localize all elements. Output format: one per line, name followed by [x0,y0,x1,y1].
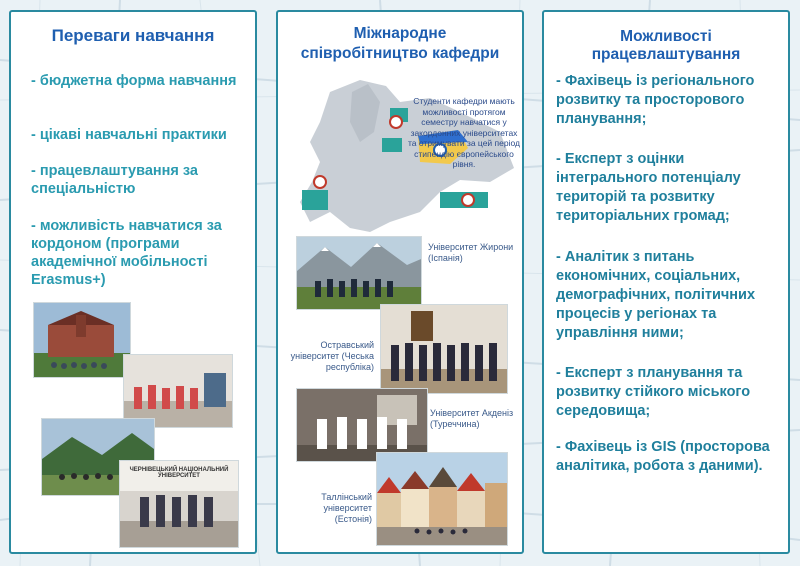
career-item: - Фахівець із регіонального розвитку та просторового планування; [556,73,755,127]
girona-caption: Університет Жирони (Іспанія) [428,242,514,263]
benefits-title: Переваги навчання [51,26,215,45]
akdeniz-caption: Університет Акденіз (Туреччина) [430,408,514,429]
students-practice-photo [123,354,233,428]
career-item: - Аналітик з питань економічних, соціальних, демографічних, політичних процесів у регіонах та управління ними; [556,249,756,341]
ostrava-caption: Остравський університет (Чеська республіка) [290,340,374,372]
benefits-panel [9,10,257,554]
university-building-photo [33,302,131,378]
employment-title: Можливості працевлаштування [591,28,741,63]
university-group-photo [119,460,239,548]
map-description: Студенти кафедри мають можливості протягом семестру навчатися у закордонних університетах та отримувати за цей період стипендію європейського рівня. [408,96,520,169]
benefit-item: - бюджетна форма навчання [31,73,237,89]
photo-sign-text: ЧЕРНІВЕЦЬКИЙ НАЦІОНАЛЬНИЙ УНІВЕРСИТЕТ [129,467,229,479]
career-item: - Експерт з планування та розвитку стійкого міського середовища; [556,365,751,419]
cooperation-title: Міжнародне співробітництво кафедри [300,25,500,62]
czech-highlight [382,138,402,152]
ostrava-photo [380,304,508,394]
employment-panel [542,10,790,554]
spain-highlight [302,190,328,210]
girona-photo [296,236,422,310]
career-item: - Експерт з оцінки інтегрального потенціалу територій та розвитку територіальних громад; [556,151,741,224]
benefit-item: - можливість навчатися за кордоном (програми академічної мобільності Erasmus+) [31,218,222,288]
cooperation-panel [276,10,524,554]
tallinn-photo [376,452,508,546]
benefit-item: - цікаві навчальні практики [31,127,227,143]
akdeniz-photo [296,388,428,462]
career-item: - Фахівець із GIS (просторова аналітика, робота з даними). [556,439,770,474]
benefit-item: - працевлаштування за спеціальністю [31,163,198,197]
tallinn-caption: Таллінський університет (Естонія) [321,492,372,524]
